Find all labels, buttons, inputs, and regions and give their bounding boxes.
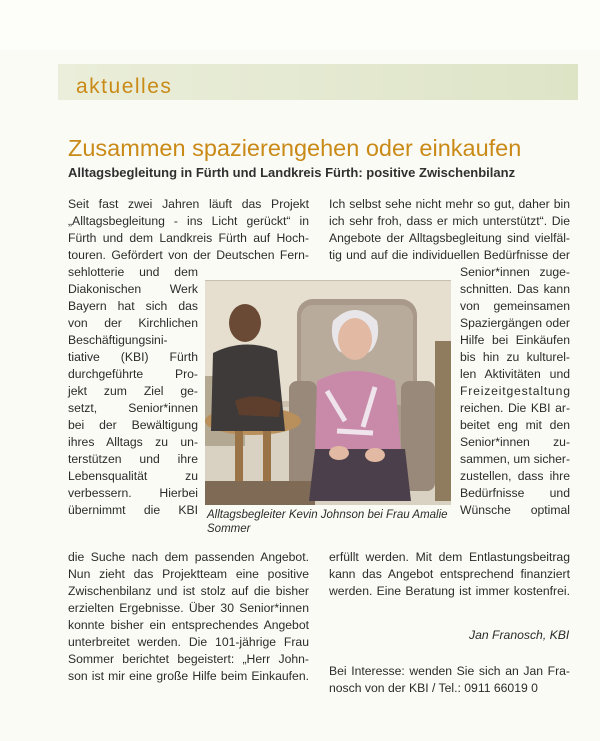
col1-line: „Alltagsbegleitung - ins Licht gerückt“ in xyxy=(68,214,309,228)
col1-line: Sommer berichtet begeistert: „Herr John- xyxy=(68,652,309,666)
col2-line: reichen. Die KBI ar- xyxy=(460,401,570,415)
col1-line: ihres Alltags zu un- xyxy=(68,435,198,449)
photo-caption: Alltagsbegleiter Kevin Johnson bei Frau Amalie Sommer xyxy=(207,509,448,535)
col2-line: Spaziergängen oder xyxy=(460,316,570,330)
contact-line: Bei Interesse: wenden Sie sich an Jan Fra- xyxy=(329,664,570,678)
col1-line: bei der Bewältigung xyxy=(68,418,198,432)
col2-line: sammen, um sicher- xyxy=(460,452,570,466)
col1-line: son ist mir eine große Hilfe beim Einkaufen. xyxy=(68,669,309,683)
col1-line: von der Kirchlichen xyxy=(68,316,198,330)
col1-line: setzt, Senior*innen xyxy=(68,401,198,415)
col1-line: touren. Gefördert von der Deutschen Fern- xyxy=(68,248,309,262)
col2-line: Bedürfnisse und xyxy=(460,486,570,500)
col1-line: die Suche nach dem passenden Angebot. xyxy=(68,550,309,564)
col1-line: Fürth und dem Landkreis Fürth auf Hoch- xyxy=(68,231,309,245)
col2-line: beitet eng mit den xyxy=(460,418,570,432)
article-subheadline: Alltagsbegleitung in Fürth und Landkreis Fürth: positive Zwischenbilanz xyxy=(68,165,516,180)
col1-line: durchgeführte Pro- xyxy=(68,367,198,381)
col1-line: Diakonischen Werk xyxy=(68,282,198,296)
col2-line: erfüllt werden. Mit dem Entlastungsbeitrag xyxy=(329,550,570,564)
col1-line: tiative (KBI) Fürth xyxy=(68,350,198,364)
col1-line: übernimmt die KBI xyxy=(68,503,198,517)
col2-line: kann das Angebot entsprechend finanziert xyxy=(329,567,570,581)
col2-line: Senior*innen zu- xyxy=(460,435,570,449)
col2-line: schnitten. Das kann xyxy=(460,282,570,296)
col1-line: Bayern hat sich das xyxy=(68,299,198,313)
col1-line: sehlotterie und dem xyxy=(68,265,198,279)
col2-line: bis hin zu kulturel- xyxy=(460,350,570,364)
article-headline: Zusammen spazierengehen oder einkaufen xyxy=(68,135,522,161)
col1-line: verbessern. Hierbei xyxy=(68,486,198,500)
contact-line: nosch von der KBI / Tel.: 0911 66019 0 xyxy=(329,681,538,695)
col2-line: Wünsche optimal xyxy=(460,503,570,517)
col1-line: Lebensqualität zu xyxy=(68,469,198,483)
author-signature: Jan Franosch, KBI xyxy=(469,628,570,642)
col1-line: konnte bisher ein entsprechendes Angebot xyxy=(68,618,309,632)
page-top-margin xyxy=(0,0,600,50)
col2-line: Angebote der Alltagsbegleitung sind vielfäl- xyxy=(329,231,570,245)
col1-line: Nun zieht das Projektteam eine positive xyxy=(68,567,309,581)
col2-line: von gemeinsamen xyxy=(460,299,570,313)
col1-line: erzielten Ergebnisse. Über 30 Senior*innen xyxy=(68,601,309,615)
col2-line: zustellen, dass ihre xyxy=(460,469,570,483)
col2-line: tig und auf die individuellen Bedürfnisse der xyxy=(329,248,570,262)
col1-line: terstützen und ihre xyxy=(68,452,198,466)
col1-line: Beschäftigungsini- xyxy=(68,333,168,347)
section-label: aktuelles xyxy=(76,75,173,98)
article-photo xyxy=(205,280,451,505)
col1-line: Zwischenbilanz und ist stolz auf die bisher xyxy=(68,584,309,598)
col2-line: Freizeitgestaltung xyxy=(460,384,571,398)
col2-line: ich sehr froh, dass er mich unterstützt“. Die xyxy=(329,214,570,228)
col2-line: Ich selbst sehe nicht mehr so gut, daher bin xyxy=(329,197,570,211)
col2-line: Hilfe bei Einkäufen xyxy=(460,333,570,347)
col2-line: Senior*innen zuge- xyxy=(460,265,570,279)
col1-line: jekt zum Ziel ge- xyxy=(68,384,198,398)
col1-line: Seit fast zwei Jahren läuft das Projekt xyxy=(68,197,309,211)
col2-line: werden. Eine Beratung ist immer kostenfrei. xyxy=(329,584,570,598)
col2-line: len Aktivitäten und xyxy=(460,367,570,381)
photo-illustration xyxy=(205,281,451,505)
col1-line: unterbreitet werden. Die 101-jährige Frau xyxy=(68,635,309,649)
